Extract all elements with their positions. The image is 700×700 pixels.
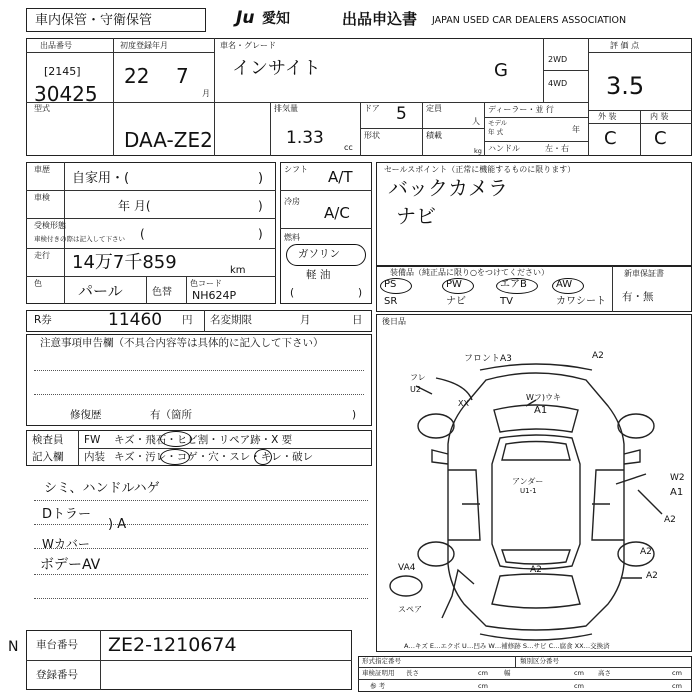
inspector-row1-head: FW — [84, 434, 101, 446]
equipment-item-2: エアB — [500, 279, 527, 290]
month-unit: 月 — [202, 89, 210, 98]
ac-value: A/C — [324, 204, 350, 222]
length-unit: cm — [478, 669, 488, 677]
reg-cert-label: 車検証明用 — [362, 669, 395, 677]
model-year-label: モデル — [488, 119, 508, 127]
receive-close: ) — [258, 227, 263, 241]
name-change-month: 月 — [300, 314, 311, 326]
diagram-label-1: A2 — [592, 351, 604, 361]
warranty-label: 新車保証書 — [624, 269, 664, 278]
interior-label: 内 装 — [650, 112, 669, 121]
tax-value: 11460 — [108, 310, 163, 330]
sales-point-line2: ナビ — [396, 204, 436, 228]
ref-height-unit: cm — [672, 682, 682, 690]
ju-logo: Ju — [236, 8, 255, 28]
inspector-row1: キズ・飛石・ヒビ割・リペア跡・X 要 — [114, 434, 293, 446]
storage-box — [26, 8, 206, 32]
car-name: インサイト — [232, 58, 321, 79]
dirt-circle — [160, 449, 190, 465]
load-unit: kg — [474, 147, 482, 155]
year-label: 年 式 — [488, 128, 504, 136]
chassis-value: ZE2-1210674 — [108, 634, 237, 656]
diagram-label-9: W2 — [670, 473, 685, 483]
chassis-label: 車台番号 — [36, 639, 78, 651]
handnote-2: Dトラー — [42, 507, 92, 522]
interior-grade: C — [654, 128, 667, 149]
receive-open: ( — [140, 227, 145, 241]
diagram-label-8: U1-1 — [520, 487, 537, 495]
regno-label: 登録番号 — [36, 669, 78, 681]
equipment-label: 装備品（純正品に限り○をつけてください） — [390, 268, 549, 277]
history-value: 自家用・( — [72, 171, 130, 186]
door-label: ドア — [364, 104, 380, 113]
diagram-label-16: スペア — [398, 605, 422, 614]
door-value: 5 — [396, 104, 407, 124]
after-items-label: 後日品 — [382, 317, 406, 326]
category-label: 類別区分番号 — [520, 657, 559, 665]
lot-label: 出品番号 — [40, 41, 72, 50]
handnote-1: シミ、ハンドルハゲ — [44, 481, 160, 496]
fuel-label: 燃料 — [284, 233, 300, 242]
capacity-unit: 人 — [472, 117, 480, 126]
length-label: 長さ — [406, 669, 419, 677]
history-label: 車歴 — [34, 165, 50, 174]
warranty-value: 有・無 — [622, 291, 654, 303]
diagram-label-7: アンダー — [512, 477, 544, 486]
diagram-label-13: A2 — [646, 571, 658, 581]
inspection-close: ) — [258, 199, 263, 213]
repair-label: 修復歴 — [70, 409, 102, 421]
diagram-label-4: XX — [458, 399, 469, 408]
dealer-label: ディーラー・並 行 — [488, 105, 554, 114]
fuel-gasoline: ガソリン — [298, 248, 340, 260]
color-code-value: NH624P — [192, 289, 237, 302]
drive-4wd: 4WD — [548, 79, 568, 88]
association-name: JAPAN USED CAR DEALERS ASSOCIATION — [432, 15, 627, 26]
repair-value: 有（箇所 — [150, 409, 192, 421]
capacity-label: 定員 — [426, 104, 442, 113]
shift-label: シフト — [284, 165, 308, 174]
handle-options: 左・右 — [545, 144, 569, 153]
name-grade-label: 車名・グレード — [220, 41, 276, 50]
height-label: 高さ — [598, 669, 611, 677]
displacement-value: 1.33 — [286, 128, 324, 148]
diagram-label-14: A2 — [530, 565, 542, 575]
handnote-4: Wカバー — [42, 537, 90, 551]
shape-label: 形状 — [364, 131, 380, 140]
inspection-label: 車検 — [34, 193, 50, 202]
load-label: 積載 — [426, 131, 442, 140]
inspector-label2: 記入欄 — [32, 451, 64, 463]
shift-value: A/T — [328, 168, 353, 186]
ref-length-unit: cm — [478, 682, 488, 690]
damage-legend: A…キズ E…エクボ U…凹み W…補修跡 S…サビ C…腐食 XX…交換済 — [404, 642, 610, 650]
mileage-label: 走行 — [34, 251, 50, 260]
ac-label: 冷房 — [284, 197, 300, 206]
designation-label: 形式指定番号 — [362, 657, 401, 665]
exterior-label: 外 装 — [598, 112, 617, 121]
receive-note: 車検付きの際は記入して下さい — [34, 235, 125, 243]
equipment-item-bottom-3: カワシート — [556, 296, 606, 307]
aichi-label: 愛知 — [262, 11, 290, 27]
diagram-label-11: A2 — [664, 515, 676, 525]
equipment-item-bottom-2: TV — [500, 296, 513, 307]
tax-label: R券 — [34, 314, 52, 326]
equipment-item-3: AW — [556, 279, 573, 290]
equipment-item-1: PW — [446, 279, 462, 290]
width-label: 幅 — [504, 669, 511, 677]
history-close: ) — [258, 171, 264, 186]
inspection-value: 年 月( — [118, 199, 151, 213]
sales-point-label: セールスポイント（正常に機能するものに限ります） — [384, 165, 576, 174]
car-grade: G — [494, 60, 508, 81]
displacement-unit: cc — [344, 143, 353, 152]
diagram-label-3: U2 — [410, 385, 421, 394]
lot-small: [2145] — [44, 65, 81, 78]
ref-width-unit: cm — [574, 682, 584, 690]
model-label: 型式 — [34, 104, 50, 113]
tax-section — [26, 310, 372, 332]
color-label: 色 — [34, 279, 42, 288]
diagram-label-15: VA4 — [398, 563, 416, 573]
mark-n: N — [8, 639, 19, 655]
notes-label: 注意事項申告欄（不具合内容等は具体的に記入して下さい） — [40, 337, 324, 349]
flying-stone-circle — [160, 431, 192, 447]
tax-unit: 円 — [182, 314, 193, 326]
diagram-label-5: Wフ)ウキ — [526, 393, 562, 402]
equipment-item-bottom-0: SR — [384, 296, 398, 307]
fuel-paren-close: ) — [358, 287, 363, 299]
diagram-label-12: A2 — [640, 547, 652, 557]
first-reg-year: 22 — [124, 64, 150, 88]
equipment-item-0: PS — [384, 279, 397, 290]
diagram-label-2: フレ — [410, 373, 426, 382]
displacement-label: 排気量 — [274, 104, 298, 113]
sales-point-line1: バックカメラ — [388, 176, 508, 200]
color-value: パール — [78, 282, 123, 300]
name-change-day: 日 — [352, 314, 363, 326]
exterior-grade: C — [604, 128, 617, 149]
height-unit: cm — [672, 669, 682, 677]
fuel-diesel: 軽 油 — [306, 269, 331, 281]
storage-title: 車内保管・守衛保管 — [35, 13, 153, 28]
mileage-unit: km — [230, 265, 246, 276]
handnote-3: ) A — [108, 517, 127, 532]
color-swap-label: 色替 — [152, 287, 172, 298]
mileage-value: 14万7千859 — [72, 252, 177, 273]
inspector-row2: キズ・汚レ・コゲ・穴・スレ・キレ・破レ — [114, 451, 314, 463]
equipment-item-bottom-1: ナビ — [446, 296, 466, 307]
score-label: 評 価 点 — [610, 41, 640, 50]
model-value: DAA-ZE2 — [124, 128, 213, 152]
lot-number: 30425 — [34, 82, 98, 106]
ref-label: 参 考 — [370, 682, 386, 690]
inspector-label1: 検査員 — [32, 434, 64, 446]
inspector-row2-head: 内装 — [84, 451, 105, 463]
handle-label: ハンドル — [488, 144, 520, 153]
width-unit: cm — [574, 669, 584, 677]
scuff-circle — [254, 449, 272, 465]
diagram-label-10: A1 — [670, 487, 684, 498]
name-change-label: 名変期限 — [210, 314, 252, 326]
receive-label: 受検形態 — [34, 221, 66, 230]
repair-close: ) — [352, 409, 357, 421]
fuel-paren-open: ( — [290, 287, 295, 299]
score-value: 3.5 — [606, 72, 645, 100]
diagram-label-6: A1 — [534, 405, 548, 416]
year-unit: 年 — [572, 125, 580, 134]
handnote-5: ボデーAV — [40, 557, 101, 573]
diagram-label-0: フロントA3 — [464, 354, 512, 364]
first-reg-label: 初度登録年月 — [120, 41, 168, 50]
color-code-label: 色コード — [190, 279, 222, 288]
first-reg-month: 7 — [176, 64, 189, 88]
form-title: 出品申込書 — [342, 10, 418, 28]
drive-2wd: 2WD — [548, 55, 568, 64]
